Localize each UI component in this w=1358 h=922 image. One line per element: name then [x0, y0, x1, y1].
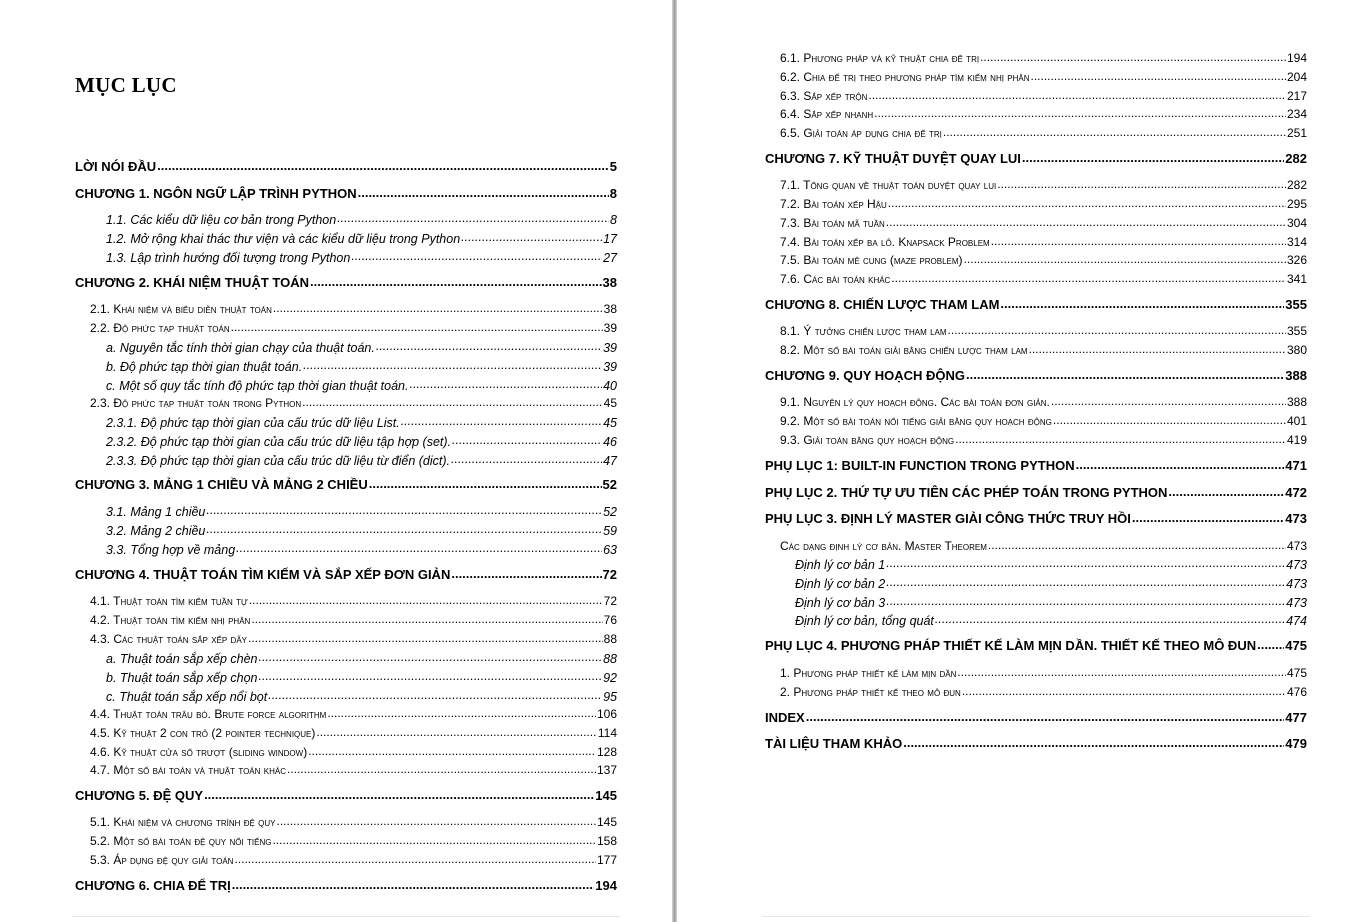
toc-entry-page-number: 47	[603, 453, 617, 468]
toc-entry[interactable]	[765, 484, 1307, 500]
toc-dot-leader	[886, 556, 1285, 569]
toc-dot-leader	[888, 196, 1286, 208]
toc-entry-title: b. Thuật toán sắp xếp chọn	[106, 670, 258, 685]
toc-entry-title: CHƯƠNG 8. CHIẾN LƯỢC THAM LAM	[765, 297, 1000, 312]
toc-dot-leader	[251, 612, 602, 624]
toc-entry[interactable]	[780, 342, 1307, 357]
toc-entry[interactable]	[780, 69, 1307, 84]
toc-entry-page-number: 473	[1286, 576, 1307, 591]
toc-entry-page-number: 59	[603, 523, 617, 538]
toc-entry-page-number: 194	[595, 878, 617, 893]
toc-entry[interactable]	[90, 852, 617, 867]
toc-entry-page-number: 194	[1286, 51, 1307, 65]
toc-entry[interactable]	[106, 414, 617, 430]
toc-entry[interactable]	[90, 706, 617, 721]
toc-dot-leader	[369, 476, 602, 489]
toc-entry-page-number: 158	[596, 834, 617, 848]
toc-entry[interactable]	[106, 377, 617, 393]
toc-entry-page-number: 314	[1286, 235, 1307, 249]
toc-entry-title: 8.1. Ý tưởng chiến lược tham lam	[780, 324, 947, 338]
toc-entry-title: 4.7. Một số bài toán và thuật toán khác	[90, 763, 286, 777]
toc-entry-title: CHƯƠNG 5. ĐỆ QUY	[75, 788, 204, 803]
toc-dot-leader	[452, 433, 602, 446]
toc-entry[interactable]	[106, 503, 617, 519]
toc-entry[interactable]	[90, 593, 617, 608]
toc-dot-leader	[259, 650, 603, 663]
toc-dot-leader	[358, 185, 609, 198]
toc-entry-title: 6.4. Sắp xếp nhanh	[780, 107, 874, 121]
toc-entry[interactable]	[90, 612, 617, 627]
toc-entry[interactable]	[106, 541, 617, 557]
toc-entry-title: 5.2. Một số bài toán đệ quy nổi tiếng	[90, 834, 272, 848]
toc-entry[interactable]	[75, 158, 617, 174]
toc-entry-title: 4.3. Các thuật toán sắp xếp dãy	[90, 632, 248, 646]
toc-entry-page-number: 27	[603, 250, 617, 265]
toc-entry[interactable]	[780, 538, 1307, 553]
toc-entry-page-number: 217	[1286, 89, 1307, 103]
toc-dot-leader	[273, 301, 603, 313]
toc-entry[interactable]	[90, 320, 617, 335]
toc-dot-leader	[1022, 150, 1284, 163]
toc-dot-leader	[259, 669, 603, 682]
toc-entry-page-number: 204	[1286, 70, 1307, 84]
right-page	[677, 0, 1358, 922]
toc-dot-leader	[231, 320, 603, 332]
toc-entry-title: TÀI LIỆU THAM KHẢO	[765, 736, 903, 751]
toc-dot-leader	[232, 877, 595, 890]
toc-entry-title: CHƯƠNG 2. KHÁI NIỆM THUẬT TOÁN	[75, 275, 309, 290]
toc-entry-page-number: 295	[1286, 197, 1307, 211]
toc-entry-page-number: 479	[1285, 736, 1307, 751]
toc-entry[interactable]	[780, 271, 1307, 286]
toc-entry-page-number: 39	[603, 321, 617, 335]
toc-entry-page-number: 380	[1286, 343, 1307, 357]
toc-entry-title: a. Thuật toán sắp xếp chèn	[106, 651, 258, 666]
toc-dot-leader	[1053, 413, 1286, 425]
toc-entry[interactable]	[90, 725, 617, 740]
toc-entry-title: Định lý cơ bản 3	[795, 595, 886, 610]
toc-entry-page-number: 475	[1285, 638, 1307, 653]
toc-dot-leader	[1029, 342, 1286, 354]
toc-dot-leader	[249, 593, 603, 605]
toc-dot-leader	[351, 249, 602, 262]
toc-entry-title: PHỤ LỤC 4. PHƯƠNG PHÁP THIẾT KẾ LÀM MỊN DẦN. THIẾT KẾ THEO MÔ ĐUN	[765, 638, 1257, 653]
toc-entry-title: INDEX	[765, 710, 805, 725]
toc-entry[interactable]	[780, 125, 1307, 140]
toc-dot-leader	[1132, 510, 1284, 523]
toc-entry-page-number: 39	[603, 340, 617, 355]
toc-entry-page-number: 45	[603, 415, 617, 430]
toc-entry-page-number: 40	[603, 378, 617, 393]
toc-entry[interactable]	[75, 185, 617, 201]
toc-dot-leader	[461, 230, 602, 243]
toc-dot-leader	[310, 274, 602, 287]
toc-entry[interactable]	[795, 594, 1307, 610]
toc-entry-page-number: 473	[1286, 557, 1307, 572]
toc-entry-title: 7.1. Tổng quan về thuật toán duyệt quay lui	[780, 178, 997, 192]
toc-entry-title: LỜI NÓI ĐẦU	[75, 159, 157, 174]
toc-entry-title: Định lý cơ bản, tổng quát	[795, 613, 934, 628]
toc-dot-leader	[337, 211, 609, 224]
toc-dot-leader	[157, 158, 609, 171]
toc-entry[interactable]	[106, 452, 617, 468]
toc-dot-leader	[302, 395, 602, 407]
toc-entry[interactable]	[780, 394, 1307, 409]
toc-dot-leader	[234, 852, 596, 864]
toc-dot-leader	[991, 234, 1286, 246]
toc-entry[interactable]	[75, 787, 617, 803]
page-title: MỤC LỤC	[75, 73, 177, 97]
toc-dot-leader	[303, 358, 602, 371]
toc-entry-title: 9.3. Giải toán bằng quy hoạch động	[780, 433, 955, 447]
toc-entry-page-number: 145	[595, 788, 617, 803]
toc-entry-page-number: 474	[1286, 613, 1307, 628]
toc-dot-leader	[451, 566, 601, 579]
toc-entry-page-number: 401	[1286, 414, 1307, 428]
toc-entry-page-number: 128	[596, 745, 617, 759]
toc-entry[interactable]	[765, 510, 1307, 526]
toc-entry[interactable]	[765, 637, 1307, 653]
toc-entry-title: 9.1. Nguyên lý quy hoạch động. Các bài toán đơn giản.	[780, 395, 1050, 409]
toc-dot-leader	[1168, 484, 1284, 497]
toc-dot-leader	[287, 762, 596, 774]
toc-entry-page-number: 38	[602, 275, 617, 290]
toc-entry-title: 6.3. Sắp xếp trộn	[780, 89, 868, 103]
toc-entry-page-number: 145	[596, 815, 617, 829]
toc-entry-page-number: 88	[603, 632, 617, 646]
toc-dot-leader	[886, 594, 1285, 607]
toc-entry[interactable]	[75, 274, 617, 290]
toc-entry-title: 7.3. Bài toán mã tuần	[780, 216, 885, 230]
toc-entry[interactable]	[90, 814, 617, 829]
toc-dot-leader	[248, 631, 603, 643]
toc-entry-title: 4.4. Thuật toán trâu bò. Brute force algorithm	[90, 707, 327, 721]
toc-entry-title: 7.6. Các bài toán khác	[780, 272, 891, 286]
toc-dot-leader	[451, 452, 602, 465]
toc-entry-title: CHƯƠNG 9. QUY HOẠCH ĐỘNG	[765, 368, 966, 383]
toc-entry-title: 3.3. Tổng hợp về mảng	[106, 542, 236, 557]
toc-entry-title: CHƯƠNG 4. THUẬT TOÁN TÌM KIẾM VÀ SẮP XẾP ĐƠN GIẢN	[75, 567, 451, 582]
toc-entry-page-number: 234	[1286, 107, 1307, 121]
toc-entry-title: 6.5. Giải toán áp dụng chia để trị	[780, 126, 942, 140]
toc-entry-title: b. Độ phức tạp thời gian thuật toán.	[106, 359, 303, 374]
toc-entry-title: Các dạng định lý cơ bản. Master Theorem	[780, 539, 987, 553]
toc-entry[interactable]	[765, 296, 1307, 312]
toc-entry-title: CHƯƠNG 1. NGÔN NGỮ LẬP TRÌNH PYTHON	[75, 186, 357, 201]
toc-entry-title: 1. Phương pháp thiết kế làm mịn dần	[780, 666, 957, 680]
toc-entry-page-number: 72	[602, 567, 617, 582]
toc-entry[interactable]	[780, 665, 1307, 680]
toc-entry[interactable]	[75, 476, 617, 492]
toc-entry-page-number: 282	[1286, 178, 1307, 192]
toc-entry-title: 6.2. Chia để trị theo phương pháp tìm kiếm nhị phân	[780, 70, 1030, 84]
toc-entry[interactable]	[90, 762, 617, 777]
toc-entry[interactable]	[106, 230, 617, 246]
toc-entry-title: 3.2. Mảng 2 chiều	[106, 523, 206, 538]
toc-entry[interactable]	[106, 211, 617, 227]
toc-entry-page-number: 177	[596, 853, 617, 867]
toc-dot-leader	[1000, 296, 1284, 309]
toc-dot-leader	[903, 735, 1284, 748]
toc-dot-leader	[327, 706, 596, 718]
toc-entry-title: Định lý cơ bản 2	[795, 576, 886, 591]
toc-dot-leader	[206, 503, 602, 516]
left-page	[0, 0, 672, 922]
toc-entry[interactable]	[780, 177, 1307, 192]
toc-entry-page-number: 76	[603, 613, 617, 627]
toc-dot-leader	[204, 787, 594, 800]
toc-entry[interactable]	[780, 323, 1307, 338]
toc-entry[interactable]	[780, 684, 1307, 699]
toc-entry-page-number: 137	[596, 763, 617, 777]
toc-entry-title: 7.4. Bài toán xếp ba lô. Knapsack Problem	[780, 235, 990, 249]
toc-entry-page-number: 355	[1285, 297, 1307, 312]
toc-entry[interactable]	[780, 413, 1307, 428]
page-bottom-edge	[762, 916, 1310, 917]
toc-dot-leader	[268, 688, 602, 701]
toc-dot-leader	[935, 612, 1285, 625]
toc-dot-leader	[1031, 69, 1286, 81]
toc-entry-title: CHƯƠNG 3. MẢNG 1 CHIỀU VÀ MẢNG 2 CHIỀU	[75, 477, 368, 492]
toc-entry-page-number: 326	[1286, 253, 1307, 267]
toc-dot-leader	[957, 665, 1286, 677]
toc-entry[interactable]	[75, 566, 617, 582]
toc-entry-page-number: 475	[1286, 666, 1307, 680]
toc-entry-page-number: 473	[1285, 511, 1307, 526]
toc-dot-leader	[943, 125, 1286, 137]
toc-entry-title: 1.1. Các kiểu dữ liệu cơ bản trong Python	[106, 212, 337, 227]
toc-dot-leader	[277, 814, 596, 826]
toc-dot-leader	[886, 575, 1285, 588]
toc-entry-page-number: 304	[1286, 216, 1307, 230]
toc-entry-page-number: 72	[603, 594, 617, 608]
toc-entry-title: Định lý cơ bản 1	[795, 557, 886, 572]
toc-entry-title: 2.3.2. Độ phức tạp thời gian của cấu trúc dữ liệu tập hợp (set).	[106, 434, 452, 449]
toc-dot-leader	[962, 684, 1286, 696]
toc-entry-page-number: 251	[1286, 126, 1307, 140]
toc-entry[interactable]	[765, 735, 1307, 751]
toc-entry-title: PHỤ LỤC 2. THỨ TỰ ƯU TIÊN CÁC PHÉP TOÁN TRONG PYTHON	[765, 485, 1168, 500]
toc-entry[interactable]	[106, 669, 617, 685]
toc-entry[interactable]	[780, 215, 1307, 230]
page-bottom-edge	[72, 916, 620, 917]
toc-entry-title: CHƯƠNG 7. KỸ THUẬT DUYỆT QUAY LUI	[765, 151, 1021, 166]
toc-dot-leader	[401, 414, 602, 427]
toc-entry-page-number: 5	[609, 159, 617, 174]
toc-entry-title: c. Thuật toán sắp xếp nổi bọt	[106, 689, 268, 704]
toc-entry-page-number: 341	[1286, 272, 1307, 286]
toc-dot-leader	[997, 177, 1286, 189]
toc-entry-title: 2.2. Độ phức tạp thuật toán	[90, 321, 230, 335]
toc-entry-page-number: 17	[603, 231, 617, 246]
toc-entry[interactable]	[106, 339, 617, 355]
toc-entry-title: 5.1. Khái niệm và chương trình đệ quy	[90, 815, 276, 829]
toc-entry-page-number: 52	[603, 504, 617, 519]
toc-entry[interactable]	[780, 234, 1307, 249]
toc-dot-leader	[236, 541, 602, 554]
toc-entry-page-number: 355	[1286, 324, 1307, 338]
toc-entry-page-number: 88	[603, 651, 617, 666]
toc-entry-page-number: 471	[1285, 458, 1307, 473]
toc-entry-title: 7.2. Bài toán xếp Hậu	[780, 197, 887, 211]
toc-entry-title: 5.3. Áp dụng đệ quy giải toán	[90, 853, 234, 867]
toc-entry-title: 3.1. Mảng 1 chiều	[106, 504, 206, 519]
toc-entry-title: c. Một số quy tắc tính độ phức tạp thời gian thuật toán.	[106, 378, 409, 393]
toc-entry-title: 4.2. Thuật toán tìm kiếm nhị phân	[90, 613, 251, 627]
toc-entry-page-number: 282	[1285, 151, 1307, 166]
toc-entry-title: 6.1. Phương pháp và kỹ thuật chia để trị	[780, 51, 980, 65]
toc-dot-leader	[206, 522, 602, 535]
toc-entry[interactable]	[795, 575, 1307, 591]
toc-dot-leader	[964, 252, 1286, 264]
toc-entry-title: 4.6. Kỹ thuật cửa sổ trượt (sliding window)	[90, 745, 308, 759]
toc-dot-leader	[316, 725, 596, 737]
toc-entry-title: 2.3. Độ phức tạp thuật toán trong Python	[90, 396, 302, 410]
toc-entry-page-number: 114	[597, 726, 617, 740]
toc-dot-leader	[1076, 457, 1285, 470]
toc-entry-page-number: 106	[596, 707, 617, 721]
toc-entry[interactable]	[90, 631, 617, 646]
toc-entry-title: 7.5. Bài toán mê cung (maze problem)	[780, 253, 963, 267]
toc-entry[interactable]	[780, 88, 1307, 103]
toc-dot-leader	[891, 271, 1286, 283]
toc-entry-page-number: 472	[1285, 485, 1307, 500]
toc-entry-title: CHƯƠNG 6. CHIA ĐỂ TRỊ	[75, 878, 231, 893]
toc-entry[interactable]	[780, 50, 1307, 65]
toc-entry-page-number: 8	[609, 186, 617, 201]
toc-entry[interactable]	[90, 833, 617, 848]
toc-entry[interactable]	[780, 252, 1307, 267]
toc-entry-page-number: 476	[1286, 685, 1307, 699]
toc-dot-leader	[868, 88, 1286, 100]
toc-entry[interactable]	[106, 358, 617, 374]
toc-entry[interactable]	[765, 367, 1307, 383]
toc-entry-page-number: 477	[1285, 710, 1307, 725]
toc-entry-title: PHỤ LỤC 1: BUILT-IN FUNCTION TRONG PYTHON	[765, 458, 1075, 473]
toc-entry[interactable]	[75, 877, 617, 893]
toc-entry[interactable]	[106, 688, 617, 704]
toc-entry[interactable]	[765, 457, 1307, 473]
toc-entry-page-number: 388	[1285, 368, 1307, 383]
toc-entry[interactable]	[90, 744, 617, 759]
toc-dot-leader	[308, 744, 596, 756]
toc-dot-leader	[376, 339, 602, 352]
toc-dot-leader	[806, 709, 1285, 722]
toc-entry-title: 1.3. Lập trình hướng đối tượng trong Python	[106, 250, 351, 265]
toc-entry[interactable]	[90, 395, 617, 410]
toc-entry-page-number: 8	[610, 212, 617, 227]
toc-dot-leader	[966, 367, 1284, 380]
toc-dot-leader	[955, 432, 1286, 444]
toc-entry-page-number: 45	[603, 396, 617, 410]
toc-dot-leader	[948, 323, 1286, 335]
toc-entry-title: 4.5. Kỹ thuật 2 con trỏ (2 pointer technique)	[90, 726, 316, 740]
toc-entry-title: 2.1. Khái niệm và biểu diễn thuật toán	[90, 302, 272, 316]
toc-entry[interactable]	[765, 709, 1307, 725]
toc-entry[interactable]	[780, 196, 1307, 211]
toc-entry-page-number: 46	[603, 434, 617, 449]
toc-entry-page-number: 39	[603, 359, 617, 374]
toc-dot-leader	[1051, 394, 1286, 406]
toc-entry[interactable]	[106, 249, 617, 265]
toc-entry-title: 2.3.1. Độ phức tạp thời gian của cấu trúc dữ liệu List.	[106, 415, 400, 430]
toc-entry[interactable]	[780, 106, 1307, 121]
toc-entry[interactable]	[795, 612, 1307, 628]
toc-entry-title: 2.3.3. Độ phức tạp thời gian của cấu trúc dữ liệu từ điển (dict).	[106, 453, 451, 468]
toc-entry-title: 2. Phương pháp thiết kế theo mô đun	[780, 685, 961, 699]
toc-entry-title: 1.2. Mở rộng khai thác thư viện và các kiểu dữ liệu trong Python	[106, 231, 461, 246]
toc-entry-page-number: 95	[603, 689, 617, 704]
toc-entry-title: 4.1. Thuật toán tìm kiếm tuần tự	[90, 594, 248, 608]
toc-entry-page-number: 419	[1286, 433, 1307, 447]
toc-entry-page-number: 473	[1286, 539, 1307, 553]
toc-entry-title: 9.2. Một số bài toán nổi tiếng giải bằng quy hoạch động	[780, 414, 1052, 428]
toc-entry-title: PHỤ LỤC 3. ĐỊNH LÝ MASTER GIẢI CÔNG THỨC TRUY HỒI	[765, 511, 1131, 526]
toc-entry[interactable]	[106, 433, 617, 449]
toc-entry-page-number: 63	[603, 542, 617, 557]
toc-entry-page-number: 38	[603, 302, 617, 316]
toc-dot-leader	[980, 50, 1286, 62]
toc-entry-page-number: 52	[602, 477, 617, 492]
toc-dot-leader	[988, 538, 1286, 550]
toc-dot-leader	[409, 377, 602, 390]
toc-entry[interactable]	[765, 150, 1307, 166]
toc-dot-leader	[1257, 637, 1284, 650]
toc-entry-page-number: 92	[603, 670, 617, 685]
toc-entry-title: 8.2. Một số bài toán giải bằng chiến lược tham lam	[780, 343, 1028, 357]
toc-entry[interactable]	[106, 650, 617, 666]
toc-dot-leader	[272, 833, 596, 845]
toc-entry[interactable]	[795, 556, 1307, 572]
toc-entry[interactable]	[780, 432, 1307, 447]
toc-dot-leader	[874, 106, 1286, 118]
toc-entry[interactable]	[90, 301, 617, 316]
toc-dot-leader	[886, 215, 1286, 227]
toc-entry-title: a. Nguyên tắc tính thời gian chạy của thuật toán.	[106, 340, 375, 355]
toc-entry[interactable]	[106, 522, 617, 538]
toc-entry-page-number: 473	[1286, 595, 1307, 610]
toc-entry-page-number: 388	[1286, 395, 1307, 409]
